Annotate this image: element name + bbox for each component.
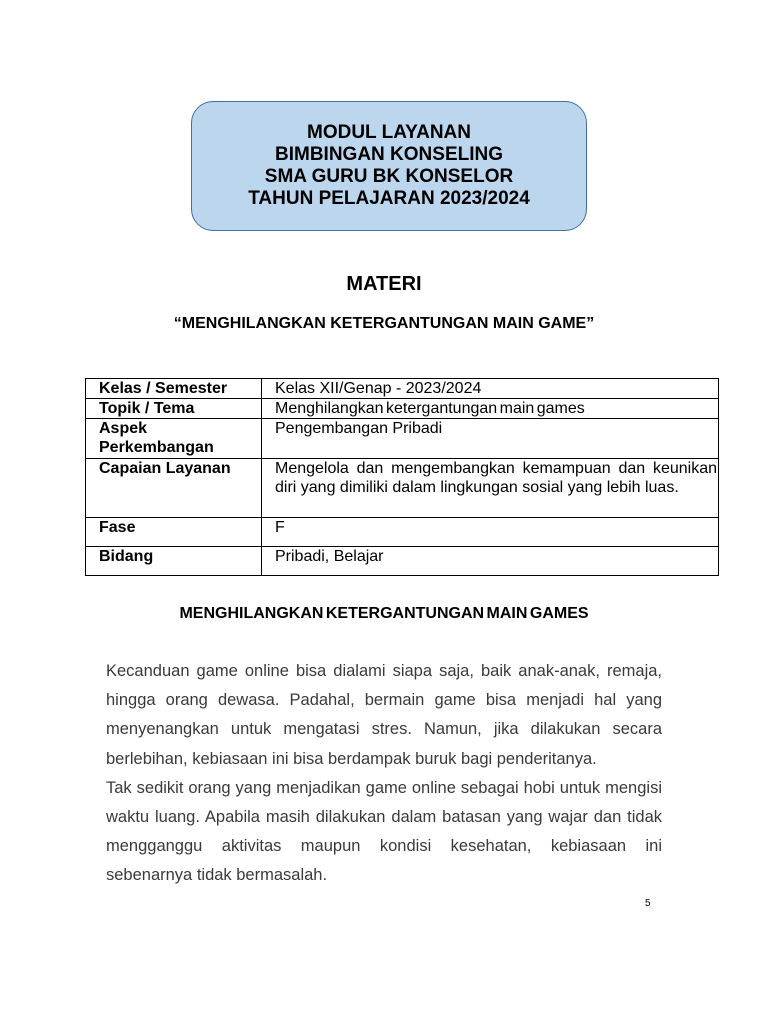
row-label-topik: Topik / Tema xyxy=(86,399,262,419)
section-heading: MENGHILANGKAN KETERGANTUNGAN MAIN GAMES xyxy=(179,605,589,622)
materi-title: MATERI xyxy=(346,273,422,295)
table-row xyxy=(86,379,719,399)
module-header-box xyxy=(191,101,587,231)
row-value-fase: F xyxy=(262,518,719,547)
row-value-kelas: Kelas XII/Genap - 2023/2024 xyxy=(262,379,719,399)
paragraph: Tak sedikit orang yang menjadikan game online sebagai hobi untuk mengisi waktu luang. Apabila masih dilakukan dalam batasan yang wajar dan tidak mengganggu aktivitas maupun kondisi kesehatan, kebiasaan ini sebenarnya tidak bermasalah. xyxy=(106,778,662,885)
table-row xyxy=(86,399,719,419)
page-number: 5 xyxy=(645,898,651,909)
row-label-bidang: Bidang xyxy=(86,547,262,576)
materi-subtitle: “MENGHILANGKAN KETERGANTUNGAN MAIN GAME” xyxy=(173,315,595,332)
header-line-school: SMA GURU BK KONSELOR xyxy=(264,166,514,187)
row-label-fase: Fase xyxy=(86,518,262,547)
row-label-kelas: Kelas / Semester xyxy=(86,379,262,399)
row-value-bidang: Pribadi, Belajar xyxy=(262,547,719,576)
row-label-aspek: Aspek Perkembangan xyxy=(86,419,262,459)
table-row xyxy=(86,419,719,459)
row-label-capaian: Capaian Layanan xyxy=(86,459,262,518)
row-value-capaian: Mengelola dan mengembangkan kemampuan dan keunikan diri yang dimiliki dalam lingkungan sosial yang lebih luas. xyxy=(262,459,719,518)
header-line-year: TAHUN PELAJARAN 2023/2024 xyxy=(248,188,530,209)
table-row xyxy=(86,518,719,547)
paragraph: Kecanduan game online bisa dialami siapa saja, baik anak-anak, remaja, hingga orang dewasa. Padahal, bermain game bisa menjadi hal yang menyenangkan untuk mengatasi stres. Namun, jika dilakukan secara berlebihan, kebiasaan ini bisa berdampak buruk bagi penderitanya. xyxy=(106,662,662,768)
info-table xyxy=(85,378,719,576)
header-line-module: MODUL LAYANAN xyxy=(307,122,471,143)
header-line-program: BIMBINGAN KONSELING xyxy=(275,144,503,165)
body-text xyxy=(106,657,662,891)
table-row xyxy=(86,547,719,576)
table-row xyxy=(86,459,719,518)
row-value-aspek: Pengembangan Pribadi xyxy=(262,419,719,459)
row-value-topik: Menghilangkan ketergantungan main games xyxy=(262,399,719,419)
